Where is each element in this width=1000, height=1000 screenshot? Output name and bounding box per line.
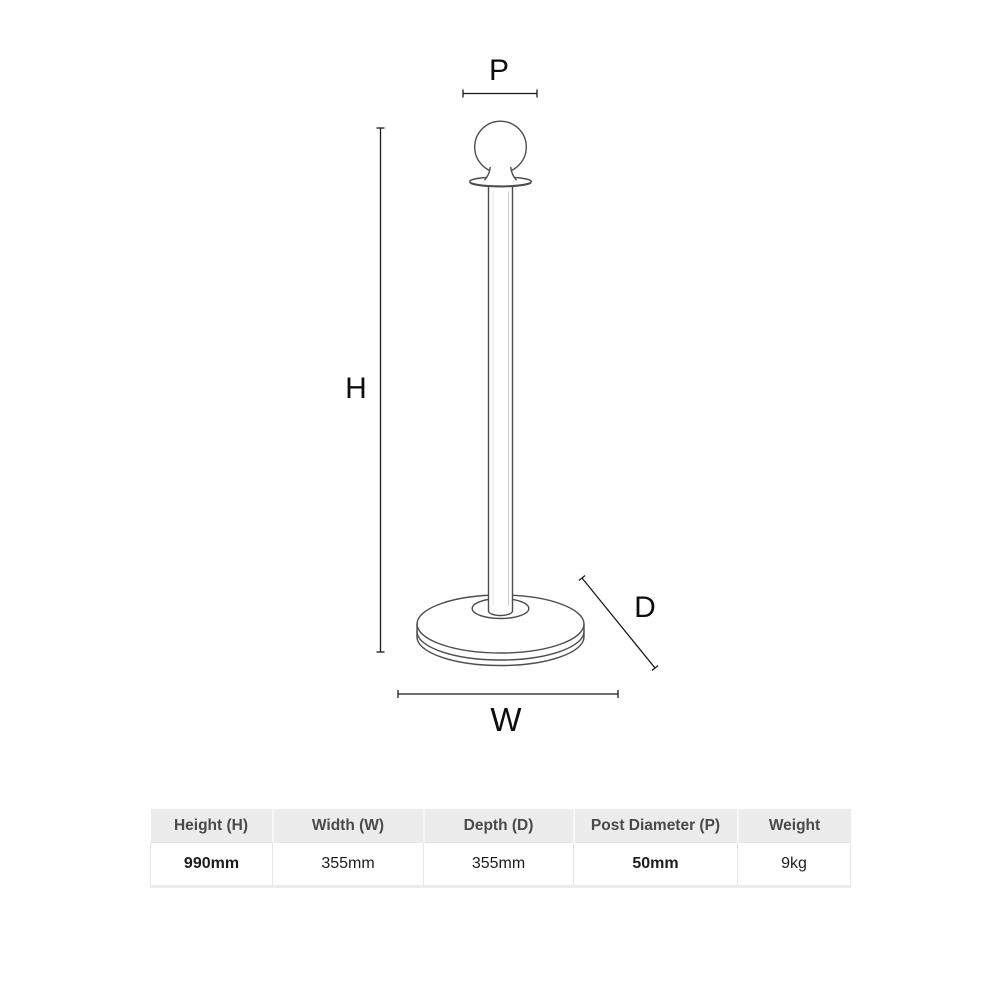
spec-header-width: Width (W) xyxy=(273,809,424,843)
spec-header-weight: Weight xyxy=(738,809,851,843)
spec-value-depth: 355mm xyxy=(424,843,574,887)
spec-value-width: 355mm xyxy=(273,843,424,887)
dimension-w-label: W xyxy=(490,701,522,738)
dimension-p xyxy=(463,54,537,98)
spec-header-post-diameter: Post Diameter (P) xyxy=(574,809,738,843)
dimension-w xyxy=(398,690,618,738)
dimension-d-label: D xyxy=(634,591,656,624)
spec-value-post-diameter: 50mm xyxy=(574,843,738,887)
base-rim-bead-line xyxy=(417,632,584,661)
ball-finial xyxy=(475,121,527,173)
dimension-p-label: P xyxy=(488,54,510,87)
dimension-d xyxy=(579,576,658,671)
spec-table xyxy=(150,809,850,888)
stanchion-drawing xyxy=(417,121,584,665)
dimension-h xyxy=(345,128,384,652)
spec-value-height: 990mm xyxy=(151,843,273,887)
spec-value-weight: 9kg xyxy=(738,843,851,887)
spec-header-depth: Depth (D) xyxy=(424,809,574,843)
dimension-h-label: H xyxy=(345,372,367,405)
spec-header-height: Height (H) xyxy=(151,809,273,843)
spec-table-header-row xyxy=(151,809,851,843)
spec-table-value-row xyxy=(151,843,851,887)
